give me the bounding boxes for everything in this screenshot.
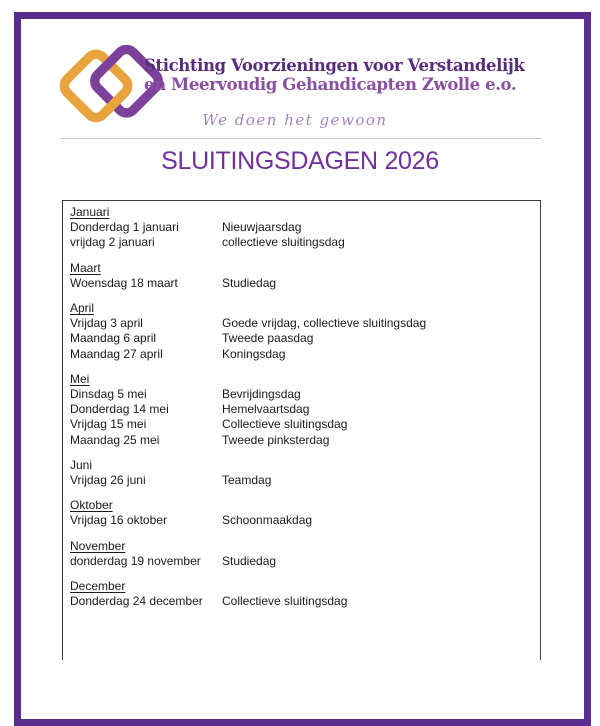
schedule-description: Collectieve sluitingsdag [222, 417, 348, 432]
org-name-line2: en Meervoudig Gehandicapten Zwolle e.o. [144, 74, 517, 94]
schedule-description: Goede vrijdag, collectieve sluitingsdag [222, 316, 427, 331]
schedule-date: donderdag 19 november [70, 553, 201, 568]
schedule-description: Hemelvaartsdag [222, 402, 310, 417]
schedule-row [70, 473, 532, 488]
schedule-date: Donderdag 24 december [70, 594, 203, 609]
schedule-description: Studiedag [222, 275, 277, 290]
month-header: Januari [70, 205, 110, 219]
schedule-date: Maandag 25 mei [70, 432, 160, 447]
schedule-row [70, 554, 532, 569]
schedule-row [70, 347, 532, 362]
schedule-row [70, 316, 532, 331]
schedule-date: Maandag 27 april [70, 346, 163, 361]
schedule-description: Bevrijdingsdag [222, 387, 301, 402]
schedule-date: Vrijdag 3 april [70, 316, 143, 331]
month-header: December [70, 579, 126, 594]
month-section [70, 372, 532, 448]
schedule-description: Tweede pinksterdag [222, 432, 330, 447]
month-header: November [70, 538, 126, 553]
schedule-date: Woensdag 18 maart [70, 275, 178, 290]
month-section [70, 301, 532, 362]
schedule-description: Schoonmaakdag [222, 513, 313, 528]
month-section [70, 498, 532, 528]
schedule-row [70, 331, 532, 346]
month-section [70, 205, 532, 251]
schedule-description: Collectieve sluitingsdag [222, 594, 348, 609]
schedule-description: Teamdag [222, 473, 272, 488]
schedule-date: vrijdag 2 januari [70, 235, 155, 250]
schedule-box [62, 200, 541, 660]
schedule-description: Koningsdag [222, 346, 286, 361]
schedule-description: Studiedag [222, 553, 277, 568]
schedule-date: Dinsdag 5 mei [70, 387, 147, 402]
org-name-line1: Stichting Voorzieningen voor Verstandelijk [144, 56, 525, 75]
page-title: SLUITINGSDAGEN 2026 [161, 147, 439, 175]
schedule-date: Donderdag 1 januari [70, 220, 179, 235]
schedule-description: Nieuwjaarsdag [222, 220, 302, 235]
schedule-row [70, 513, 532, 528]
schedule-date: Donderdag 14 mei [70, 402, 169, 417]
schedule-date: Vrijdag 15 mei [70, 417, 147, 432]
org-tagline: We doen het gewoon [202, 111, 388, 129]
schedule-date: Vrijdag 16 oktober [70, 513, 167, 528]
schedule-row [70, 417, 532, 432]
header-divider [60, 138, 541, 139]
schedule-row [70, 220, 532, 235]
month-section [70, 458, 532, 488]
schedule-row [70, 402, 532, 417]
month-header: Mei [70, 371, 90, 386]
schedule-date: Maandag 6 april [70, 331, 157, 346]
schedule-description: Tweede paasdag [222, 331, 314, 346]
month-section [70, 539, 532, 569]
month-header: Maart [70, 260, 101, 275]
month-section [70, 261, 532, 291]
month-header: April [70, 301, 95, 316]
month-header: Juni [70, 457, 93, 472]
schedule-row [70, 433, 532, 448]
org-name [144, 57, 554, 94]
schedule-row [70, 235, 532, 250]
schedule-row [70, 594, 532, 609]
month-section [70, 579, 532, 609]
month-header: Oktober [70, 498, 113, 513]
schedule-description: collectieve sluitingsdag [222, 235, 345, 250]
schedule-row [70, 387, 532, 402]
schedule-row [70, 276, 532, 291]
schedule-date: Vrijdag 26 juni [70, 473, 146, 488]
